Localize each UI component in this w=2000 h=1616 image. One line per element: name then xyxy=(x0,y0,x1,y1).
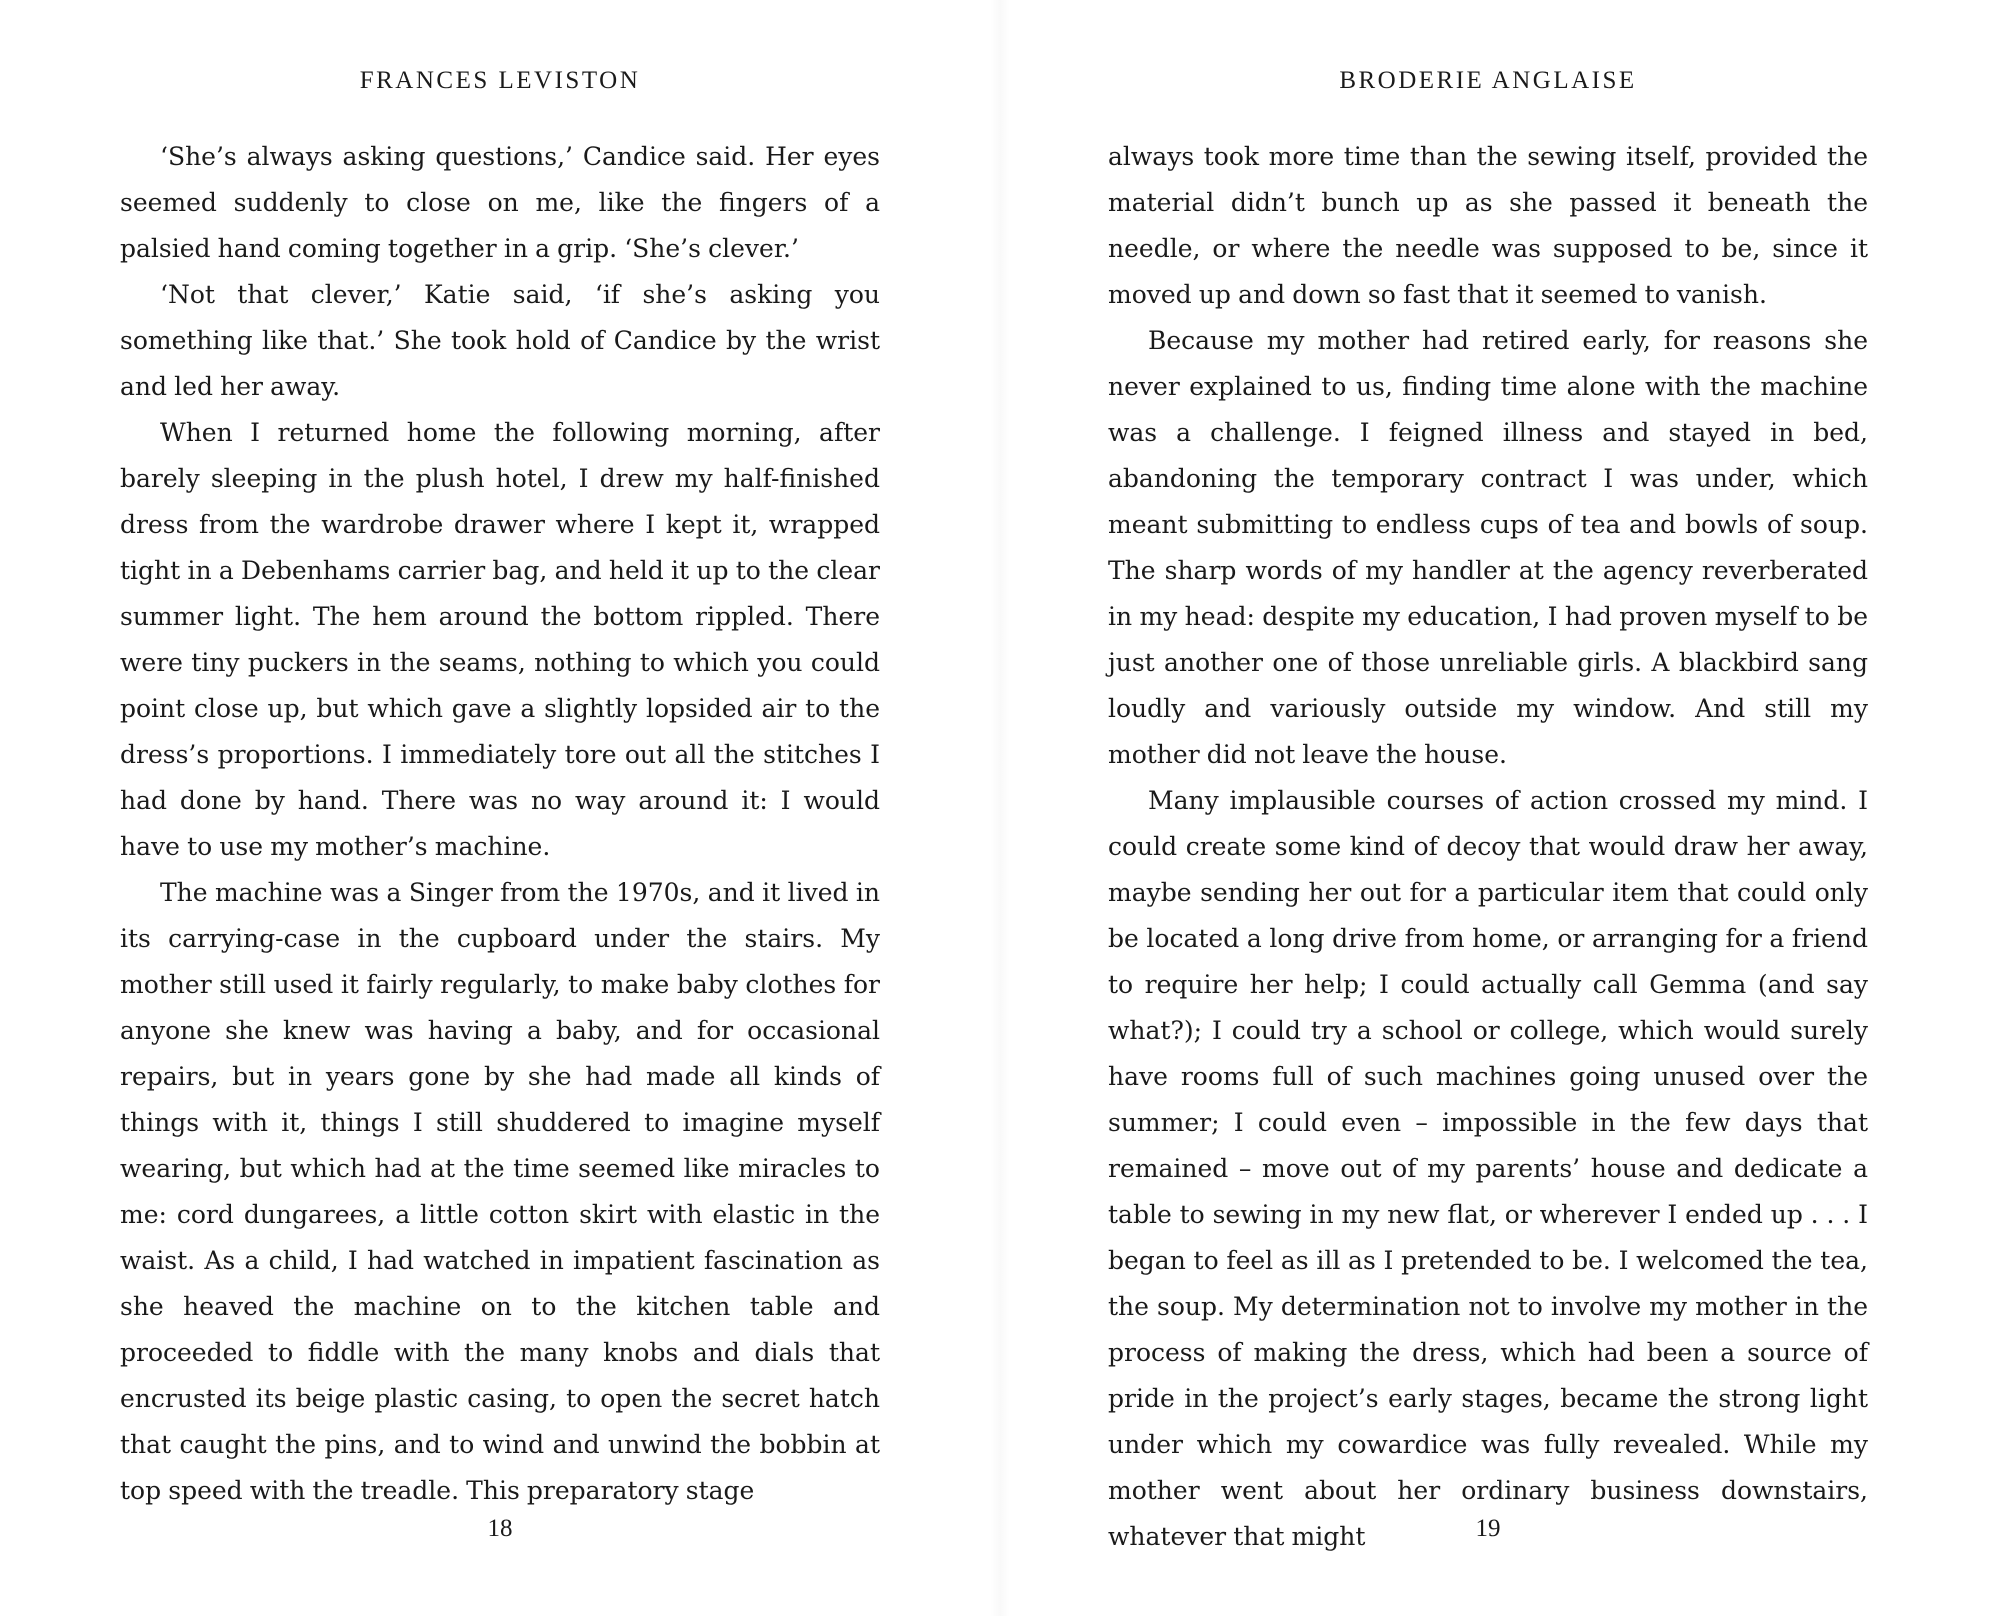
paragraph: Many implausible courses of action crossed my mind. I could create some kind of decoy that would draw her away, maybe sending her out for a particular item that could only be located a long drive from home, or arranging for a friend to require her help; I could actually call Gemma (and say what?); I could try a school or college, which would surely have rooms full of such machines going unused over the summer; I could even – impossible in the few days that remained – move out of my parents’ house and dedicate a table to sewing in my new flat, or wherever I ended up . . . I began to feel as ill as I pretended to be. I welcomed the tea, the soup. My determination not to involve my mother in the process of making the dress, which had been a source of pride in the project’s early stages, became the strong light under which my cowardice was fully revealed. While my mother went about her ordinary business downstairs, whatever that might xyxy=(1108,786,1868,1551)
right-page xyxy=(1108,0,1868,1616)
page-number: 19 xyxy=(1475,1515,1501,1542)
paragraph: The machine was a Singer from the 1970s, and it lived in its carrying-case in the cupboard under the stairs. My mother still used it fairly regularly, to make baby clothes for anyone she knew was having a baby, and for occasional repairs, but in years gone by she had made all kinds of things with it, things I still shuddered to imagine myself wearing, but which had at the time seemed like miracles to me: cord dungarees, a little cotton skirt with elastic in the waist. As a child, I had watched in impatient fascination as she heaved the machine on to the kitchen table and proceeded to fiddle with the many knobs and dials that encrusted its beige plastic casing, to open the secret hatch that caught the pins, and to wind and unwind the bobbin at top speed with the treadle. This preparatory stage xyxy=(120,878,880,1505)
left-page xyxy=(120,0,880,1616)
paragraph: When I returned home the following morning, after barely sleeping in the plush hotel, I drew my half-finished dress from the wardrobe drawer where I kept it, wrapped tight in a Debenhams carrier bag, and held it up to the clear summer light. The hem around the bottom rippled. There were tiny puckers in the seams, nothing to which you could point close up, but which gave a slightly lopsided air to the dress’s proportions. I immediately tore out all the stitches I had done by hand. There was no way around it: I would have to use my mother’s machine. xyxy=(120,418,880,861)
running-head-author: FRANCES LEVISTON xyxy=(359,67,641,94)
paragraph: Because my mother had retired early, for reasons she never explained to us, finding time alone with the machine was a challenge. I feigned illness and stayed in bed, abandoning the temporary contract I was under, which meant submitting to endless cups of tea and bowls of soup. The sharp words of my handler at the agency reverberated in my head: despite my education, I had proven myself to be just another one of those unreliable girls. A blackbird sang loudly and variously outside my window. And still my mother did not leave the house. xyxy=(1108,326,1868,769)
paragraph: ‘She’s always asking questions,’ Candice said. Her eyes seemed suddenly to close on me, like the fingers of a palsied hand coming together in a grip. ‘She’s clever.’ xyxy=(120,142,880,263)
paragraph-continued: always took more time than the sewing itself, provided the material didn’t bunch up as she passed it beneath the needle, or where the needle was supposed to be, since it moved up and down so fast that it seemed to vanish. xyxy=(1108,142,1868,309)
gutter-shadow xyxy=(990,0,1010,1616)
running-head-title: BRODERIE ANGLAISE xyxy=(1339,67,1637,94)
paragraph: ‘Not that clever,’ Katie said, ‘if she’s asking you something like that.’ She took hold of Candice by the wrist and led her away. xyxy=(120,280,880,401)
page-number: 18 xyxy=(487,1515,513,1542)
right-page-body xyxy=(1108,134,1868,1560)
left-page-body xyxy=(120,134,880,1514)
